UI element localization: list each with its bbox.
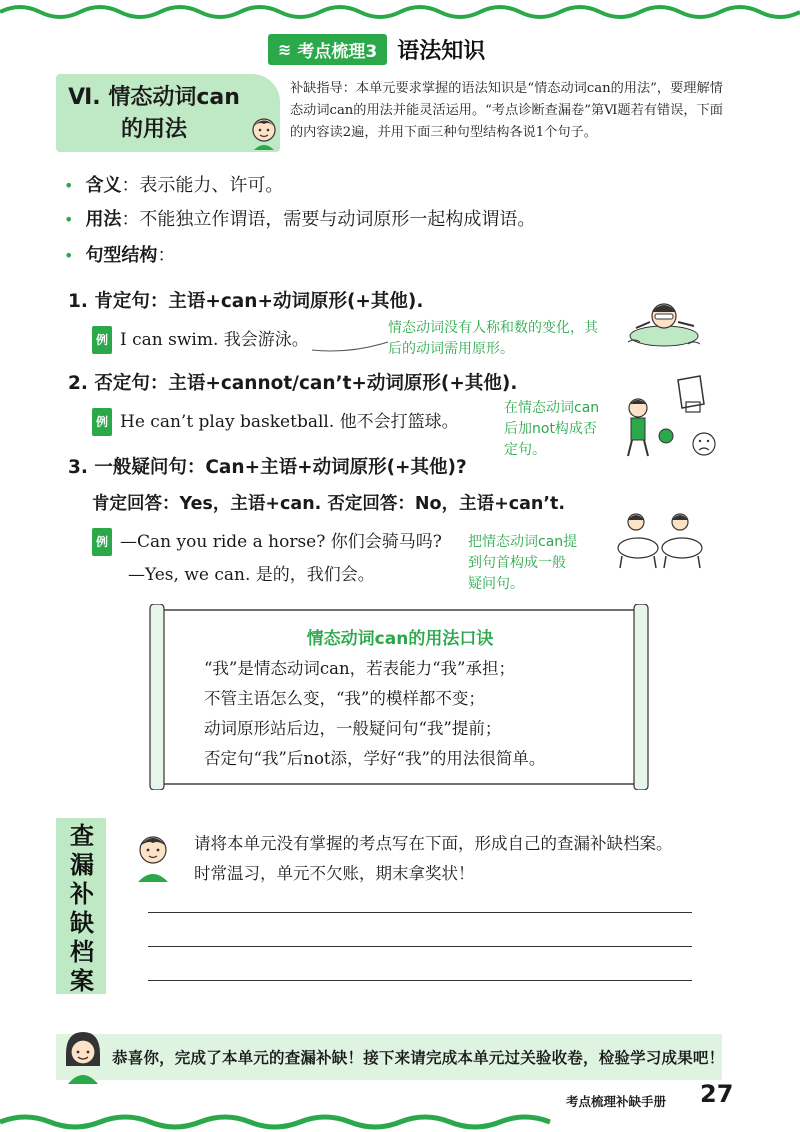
title-char: 查	[70, 822, 94, 850]
structure-3-example-answer: —Yes, we can. 是的，我们会。	[128, 565, 375, 585]
structure-1-note: 情态动词没有人称和数的变化，其后的动词需用原形。	[388, 320, 598, 357]
bullet-usage	[64, 206, 535, 234]
swimmer-icon	[622, 292, 706, 354]
footer-book-title: 考点梳理补缺手册	[566, 1094, 667, 1109]
bullet-dot-icon: •	[64, 176, 74, 195]
example-badge: 例	[92, 528, 112, 556]
bullet-label: 用法	[85, 209, 122, 230]
example-badge: 例	[92, 326, 112, 354]
writing-line	[148, 946, 692, 947]
bullet-text: ：不能独立作谓语，需要与动词原形一起构成谓语。	[121, 209, 536, 230]
example-text: He can’t play basketball. 他不会打篮球。	[120, 412, 459, 432]
congrats-text: 恭喜你，完成了本单元的查漏补缺！接下来请完成本单元过关验收卷，检验学习成果吧！	[112, 1048, 725, 1067]
wave-icon: ≋	[278, 39, 292, 59]
check-archive-title	[62, 822, 102, 996]
structure-2-heading: 2. 否定句：主语+cannot/can’t+动词原形(+其他).	[68, 373, 518, 394]
bullet-dot-icon: •	[64, 210, 74, 229]
structure-3-note: 把情态动词can提到句首构成一般疑问句。	[468, 534, 578, 592]
structure-3-answers: 肯定回答：Yes，主语+can. 否定回答：No，主语+can’t.	[92, 494, 566, 514]
title-char: 缺	[70, 909, 94, 937]
note-arrow-icon	[310, 336, 390, 356]
header-badge	[268, 34, 387, 65]
structure-3-example-question	[92, 528, 442, 556]
study-guide-text: 补缺指导：本单元要求掌握的语法知识是“情态动词can的用法”，要理解情态动词can的用法并能灵活运用。“考点诊断查漏卷”第Ⅵ题若有错误，下面的内容读2遍，并用下面三种句型结构各说1个句子。	[290, 81, 723, 140]
structure-2-note: 在情态动词can后加not构成否定句。	[504, 400, 600, 458]
structure-1-heading: 1. 肯定句：主语+can+动词原形(+其他).	[68, 291, 424, 312]
top-wave-decoration	[0, 0, 800, 22]
title-char: 漏	[70, 851, 94, 879]
bullet-label: 句型结构	[85, 245, 158, 266]
title-char: 档	[70, 938, 94, 966]
page-number: 27	[700, 1080, 734, 1108]
rhyme-line: 动词原形站后边，一般疑问句“我”提前；	[204, 719, 502, 738]
example-question-text: —Can you ride a horse? 你们会骑马吗?	[120, 532, 442, 552]
bullet-label: 含义	[85, 175, 122, 196]
structure-1-example	[92, 326, 309, 354]
header-badge-label: 考点梳理3	[297, 41, 378, 62]
rhyme-line: 不管主语怎么变，“我”的模样都不变；	[204, 689, 485, 708]
section-title	[64, 82, 244, 146]
structure-3-heading: 3. 一般疑问句：Can+主语+动词原形(+其他)?	[68, 457, 467, 478]
writing-line	[148, 980, 692, 981]
rhyme-line: “我”是情态动词can，若表能力“我”承担；	[204, 659, 515, 678]
header-title: 语法知识	[397, 38, 486, 64]
section-title-line2: 的用法	[120, 117, 187, 142]
title-char: 案	[70, 967, 94, 995]
section-title-line1: Ⅵ. 情态动词can	[68, 85, 240, 110]
boy-thinking-icon	[128, 828, 178, 884]
example-badge: 例	[92, 408, 112, 436]
check-instruction-line1: 请将本单元没有掌握的考点写在下面，形成自己的查漏补缺档案。	[194, 834, 673, 853]
writing-line	[148, 912, 692, 913]
rhyme-line: 否定句“我”后not添，学好“我”的用法很简单。	[204, 749, 546, 768]
boy-mascot-icon	[244, 112, 284, 152]
bullet-dot-icon: •	[64, 246, 74, 265]
example-text: I can swim. 我会游泳。	[120, 330, 309, 350]
bullet-text: ：表示能力、许可。	[121, 175, 284, 196]
horse-riders-icon	[608, 506, 710, 570]
bullet-meaning	[64, 172, 283, 200]
basketball-player-icon	[620, 374, 720, 464]
rhyme-title: 情态动词can的用法口诀	[306, 629, 494, 649]
girl-mascot-icon	[58, 1026, 108, 1084]
title-char: 补	[70, 880, 94, 908]
check-instruction-line2: 时常温习，单元不欠账，期末拿奖状！	[194, 864, 475, 883]
bullet-structures	[64, 242, 175, 270]
structure-2-example	[92, 408, 459, 436]
section-header	[268, 34, 485, 64]
bottom-wave-decoration	[0, 1104, 800, 1132]
bullet-text: ：	[157, 245, 176, 266]
